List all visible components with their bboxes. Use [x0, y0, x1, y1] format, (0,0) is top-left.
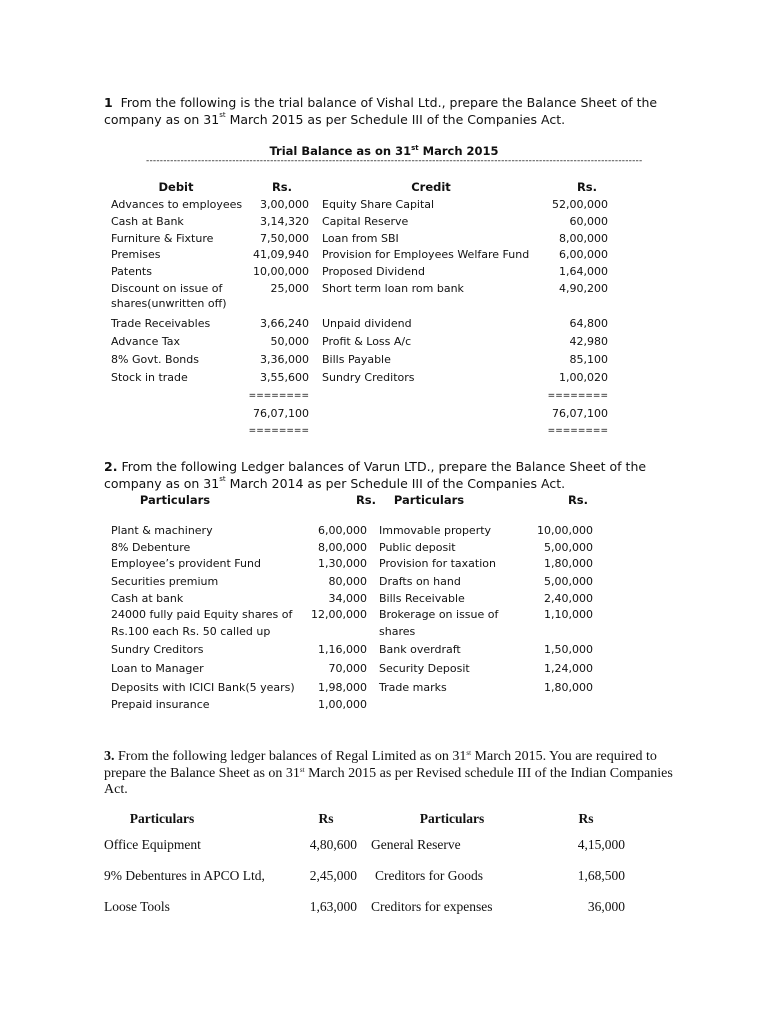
rs-header: Rs.: [576, 180, 598, 194]
credit-amount: 1,00,020: [559, 371, 608, 384]
q1-text-a: From the following is the trial balance of Vishal Ltd., prepare the Balance Sheet of the company as on 31: [104, 95, 658, 127]
debit-amount: 25,000: [270, 282, 309, 295]
ledger-amount: 1,80,000: [544, 681, 593, 694]
ledger-item: Employee’s provident Fund: [111, 557, 261, 570]
q3-line3: Act.: [104, 782, 128, 797]
ledger-item: Cash at bank: [111, 592, 184, 605]
ledger-item: Plant & machinery: [111, 524, 213, 537]
trial-title-sup: st: [411, 144, 419, 152]
ledger-amount: 34,000: [328, 592, 367, 605]
debit-account-cont: shares(unwritten off): [111, 297, 227, 310]
ledger-amount: 2,40,000: [544, 592, 593, 605]
debit-account: Furniture & Fixture: [111, 232, 214, 245]
total-separator: ========: [547, 426, 608, 436]
q3-line2-b: March 2015 as per Revised schedule III of the Indian Companies: [304, 765, 673, 781]
debit-account: Patents: [111, 265, 152, 278]
credit-header: Credit: [411, 180, 451, 194]
particulars-header: Particulars: [419, 811, 485, 826]
q1-text: [104, 94, 684, 128]
q1-text-b: March 2015 as per Schedule III of the Companies Act.: [225, 112, 566, 127]
debit-account: Advances to employees: [111, 198, 243, 211]
credit-account: Loan from SBI: [322, 232, 399, 245]
ledger-item: Security Deposit: [379, 662, 470, 675]
ledger-amount: 4,80,600: [309, 837, 357, 852]
credit-account: Capital Reserve: [322, 215, 409, 228]
debit-amount: 10,00,000: [253, 265, 309, 278]
ledger-item: Trade marks: [379, 681, 447, 694]
ledger-amount: 36,000: [587, 899, 625, 914]
ledger-item: Prepaid insurance: [111, 698, 210, 711]
ledger-item: 24000 fully paid Equity shares of: [111, 608, 293, 621]
credit-account: Unpaid dividend: [322, 317, 412, 330]
q1-number: 1: [104, 95, 113, 110]
q2-text: [104, 458, 684, 492]
q3-line1-b: March 2015. You are required to: [471, 749, 657, 764]
ledger-item-cont: Rs.100 each Rs. 50 called up: [111, 625, 271, 638]
q1-sup: st: [219, 111, 226, 119]
credit-account: Equity Share Capital: [322, 198, 435, 211]
q2-text-a: From the following Ledger balances of Varun LTD., prepare the Balance Sheet of the company as on 31: [104, 459, 647, 491]
debit-account: Advance Tax: [111, 335, 180, 348]
ledger-amount: 70,000: [328, 662, 367, 675]
ledger-item: Bills Receivable: [379, 592, 465, 605]
ledger-item: Creditors for Goods: [375, 868, 483, 883]
credit-amount: 1,64,000: [559, 265, 608, 278]
credit-amount: 64,800: [569, 317, 608, 330]
ledger-item: Brokerage on issue of: [379, 608, 499, 621]
credit-amount: 60,000: [569, 215, 608, 228]
ledger-amount: 1,16,000: [318, 643, 367, 656]
ledger-item: Creditors for expenses: [371, 899, 493, 914]
q3-number: 3.: [104, 749, 115, 764]
ledger-item: 9% Debentures in APCO Ltd,: [104, 868, 265, 883]
ledger-amount: 1,68,500: [577, 868, 625, 883]
debit-total: 76,07,100: [253, 407, 309, 420]
debit-amount: 50,000: [270, 335, 309, 348]
q2-number: 2.: [104, 459, 118, 474]
q3-line1-a: From the following ledger balances of Regal Limited as on 31: [118, 749, 467, 764]
debit-amount: 41,09,940: [253, 248, 309, 261]
credit-amount: 42,980: [569, 335, 608, 348]
credit-account: Short term loan rom bank: [322, 282, 464, 295]
ledger-item: Bank overdraft: [379, 643, 461, 656]
rs-header: Rs: [318, 811, 334, 826]
debit-amount: 3,00,000: [260, 198, 309, 211]
total-separator: ========: [248, 391, 309, 401]
q2-sup: st: [219, 475, 226, 483]
ledger-item: Public deposit: [379, 541, 456, 554]
q3-text: [104, 749, 674, 799]
ledger-amount: 5,00,000: [544, 541, 593, 554]
debit-account: Trade Receivables: [111, 317, 211, 330]
ledger-amount: 6,00,000: [318, 524, 367, 537]
particulars-header: Particulars: [139, 493, 211, 507]
ledger-amount: 10,00,000: [537, 524, 593, 537]
debit-amount: 3,66,240: [260, 317, 309, 330]
ledger-amount: 5,00,000: [544, 575, 593, 588]
rs-header: Rs: [578, 811, 594, 826]
debit-amount: 7,50,000: [260, 232, 309, 245]
debit-amount: 3,36,000: [260, 353, 309, 366]
rs-header: Rs.: [567, 493, 589, 507]
ledger-item: Provision for taxation: [379, 557, 496, 570]
credit-amount: 6,00,000: [559, 248, 608, 261]
debit-account: 8% Govt. Bonds: [111, 353, 199, 366]
debit-account: Premises: [111, 248, 161, 261]
debit-account: Cash at Bank: [111, 215, 184, 228]
ledger-amount: 2,45,000: [309, 868, 357, 883]
ledger-item: General Reserve: [371, 837, 461, 852]
q3-sup1: st: [466, 749, 472, 757]
ledger-amount: 1,10,000: [544, 608, 593, 621]
ledger-item: Deposits with ICICI Bank(5 years): [111, 681, 295, 694]
debit-account: Stock in trade: [111, 371, 188, 384]
particulars-header: Particulars: [129, 811, 195, 826]
ledger-item: Loose Tools: [104, 899, 170, 914]
credit-account: Bills Payable: [322, 353, 391, 366]
trial-title-b: March 2015: [418, 144, 499, 158]
ledger-amount: 8,00,000: [318, 541, 367, 554]
ledger-amount: 1,63,000: [309, 899, 357, 914]
ledger-item: 8% Debenture: [111, 541, 191, 554]
ledger-amount: 1,00,000: [318, 698, 367, 711]
debit-header: Debit: [158, 180, 194, 194]
ledger-amount: 1,50,000: [544, 643, 593, 656]
q3-line2-a: prepare the Balance Sheet as on 31: [104, 765, 300, 781]
ledger-item: Drafts on hand: [379, 575, 461, 588]
ledger-amount: 1,24,000: [544, 662, 593, 675]
total-separator: ========: [547, 391, 608, 401]
ledger-item: Sundry Creditors: [111, 643, 204, 656]
credit-account: Proposed Dividend: [322, 265, 425, 278]
ledger-amount: 1,30,000: [318, 557, 367, 570]
credit-amount: 52,00,000: [552, 198, 608, 211]
ledger-item-cont: shares: [379, 625, 416, 638]
ledger-item: Immovable property: [379, 524, 492, 537]
credit-amount: 85,100: [569, 353, 608, 366]
credit-account: Sundry Creditors: [322, 371, 415, 384]
dashed-rule: ------------------------------------------------------------------------------------------------------------------------------------------------: [146, 156, 643, 166]
ledger-item: Loan to Manager: [111, 662, 204, 675]
ledger-amount: 12,00,000: [311, 608, 367, 621]
credit-account: Profit & Loss A/c: [322, 335, 412, 348]
rs-header: Rs.: [355, 493, 377, 507]
rs-header: Rs.: [271, 180, 293, 194]
debit-account: Discount on issue of: [111, 282, 223, 295]
particulars-header: Particulars: [393, 493, 465, 507]
credit-amount: 8,00,000: [559, 232, 608, 245]
credit-account: Provision for Employees Welfare Fund: [322, 248, 530, 261]
ledger-amount: 1,80,000: [544, 557, 593, 570]
q2-text-b: March 2014 as per Schedule III of the Companies Act.: [225, 476, 566, 491]
total-separator: ========: [248, 426, 309, 436]
ledger-item: Securities premium: [111, 575, 219, 588]
ledger-amount: 4,15,000: [577, 837, 625, 852]
credit-amount: 4,90,200: [559, 282, 608, 295]
ledger-amount: 1,98,000: [318, 681, 367, 694]
ledger-item: Office Equipment: [104, 837, 201, 852]
debit-amount: 3,14,320: [260, 215, 309, 228]
credit-total: 76,07,100: [552, 407, 608, 420]
debit-amount: 3,55,600: [260, 371, 309, 384]
ledger-amount: 80,000: [328, 575, 367, 588]
trial-title-a: Trial Balance as on 31: [269, 144, 412, 158]
q3-sup2: st: [299, 765, 305, 774]
